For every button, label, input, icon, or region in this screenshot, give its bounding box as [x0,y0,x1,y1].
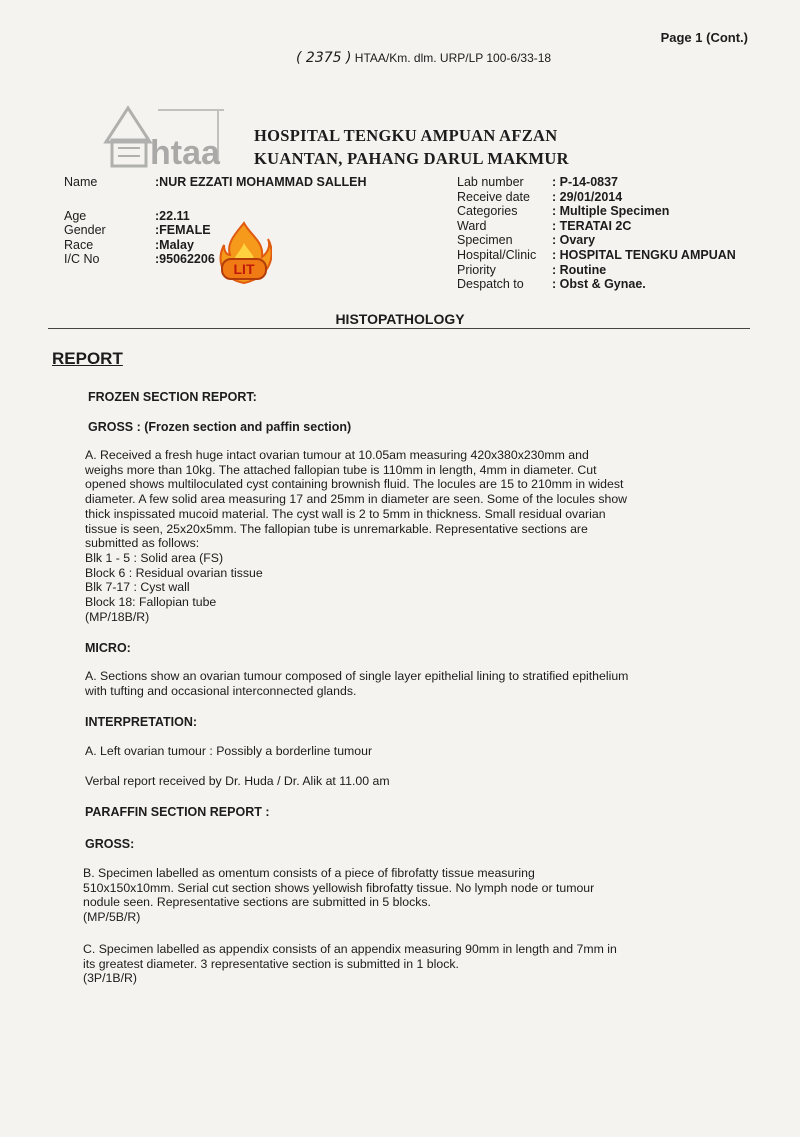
ward-row [457,219,736,234]
patient-race-value: :Malay [155,237,194,252]
specimen-c-line: C. Specimen labelled as appendix consists of an appendix measuring 90mm in length and 7mm in [83,942,617,956]
block-code: (MP/18B/R) [85,609,150,624]
block-line: Block 6 : Residual ovarian tissue [85,565,263,580]
receive-date-label: Receive date [457,189,530,204]
priority-label: Priority [457,262,496,277]
hospital-clinic-row [457,248,736,263]
block-line: Block 18: Fallopian tube [85,595,217,610]
despatch-row [457,277,736,292]
paraffin-gross-heading: GROSS: [85,837,135,851]
frozen-gross-heading: GROSS : (Frozen section and paffin section) [88,420,352,434]
reference-number [296,50,551,66]
micro-heading: MICRO: [85,641,131,655]
gross-line: diameter. A few solid area measuring 17 and 25mm in diameter are seen. Some of the locules show [85,492,628,507]
report-heading: REPORT [52,349,123,368]
categories-label: Categories [457,204,518,219]
gross-line: submitted as follows: [85,536,200,551]
frozen-gross-text [85,448,627,624]
interpretation-heading: INTERPRETATION: [85,715,198,729]
specimen-row [457,233,736,248]
gross-line: A. Received a fresh huge intact ovarian tumour at 10.05am measuring 420x380x230mm and [85,448,589,462]
categories-value: : Multiple Specimen [552,204,670,219]
categories-row [457,204,736,219]
hospital-logo [98,102,228,168]
lab-number-label: Lab number [457,175,524,189]
micro-text [85,669,628,698]
block-line: Blk 7-17 : Cyst wall [85,580,190,595]
patient-name-label: Name [64,175,98,189]
interpretation-text: A. Left ovarian tumour : Possibly a borderline tumour [85,744,373,758]
specimen-c-line: its greatest diameter. 3 representative section is submitted in 1 block. [83,956,459,971]
specimen-b-line: B. Specimen labelled as omentum consists of a piece of fibrofatty tissue measuring [83,866,535,880]
patient-name-value: :NUR EZZATI MOHAMMAD SALLEH [155,175,367,189]
gross-line: weighs more than 10kg. The attached fallopian tube is 110mm in length, 4mm in diameter. Cut [85,462,597,477]
micro-line: A. Sections show an ovarian tumour composed of single layer epithelial lining to stratified epithelium [85,669,629,683]
specimen-b-code: (MP/5B/R) [83,910,141,925]
priority-value: : Routine [552,262,607,277]
page-number: Page 1 (Cont.) [660,30,748,45]
patient-gender-value: :FEMALE [155,223,211,238]
ward-value: : TERATAI 2C [552,218,632,233]
paraffin-section-heading: PARAFFIN SECTION REPORT : [85,805,270,819]
patient-age-value: :22.11 [155,208,190,223]
gross-line: opened shows multiloculated cyst containing brownish fluid. The locules are 15 to 210mm in widest [85,477,624,492]
specimen-c-text [83,942,617,986]
hospital-header [254,124,569,170]
ward-label: Ward [457,218,487,233]
hospital-name: HOSPITAL TENGKU AMPUAN AFZAN [254,126,558,145]
priority-row [457,263,736,278]
specimen-label: Specimen [457,233,513,248]
hospital-location: KUANTAN, PAHANG DARUL MAKMUR [254,149,569,168]
patient-race-label: Race [64,237,94,252]
header-divider [48,328,750,329]
despatch-label: Despatch to [457,277,524,292]
specimen-value: : Ovary [552,233,596,248]
lit-fire-sticker [216,221,272,285]
block-line: Blk 1 - 5 : Solid area (FS) [85,550,224,565]
document-title: HISTOPATHOLOGY [335,311,465,327]
specimen-b-line: nodule seen. Representative sections are submitted in 5 blocks. [83,895,431,910]
specimen-b-line: 510x150x10mm. Serial cut section shows yellowish fibrofatty tissue. No lymph node or tumour [83,880,595,895]
lab-number-value: : P-14-0837 [552,175,619,189]
reference-code: HTAA/Km. dlm. URP/LP 100-6/33-18 [354,51,552,65]
lab-number-row [457,175,736,190]
gross-line: tissue is seen, 25x20x5mm. The fallopian tube is unremarkable. Representative sections are [85,521,588,536]
verbal-report-note: Verbal report received by Dr. Huda / Dr. Alik at 11.00 am [85,774,390,788]
gross-line: thick inspissated mucoid material. The cyst wall is 2 to 5mm in thickness. Small residual ovarian [85,506,606,521]
micro-line: with tufting and occasional interconnected glands. [85,683,357,698]
logo-text: htaa [150,134,220,168]
patient-gender-label: Gender [64,223,106,238]
patient-ic-value: :95062206 [155,252,215,267]
handwritten-number: ( 2375 ) [296,50,352,66]
receive-date-value: : 29/01/2014 [552,189,623,204]
specimen-b-text [83,866,594,925]
patient-age-label: Age [64,208,87,223]
frozen-section-heading: FROZEN SECTION REPORT: [88,390,257,404]
receive-date-row [457,190,736,205]
patient-ic-label: I/C No [64,252,100,267]
specimen-c-code: (3P/1B/R) [83,971,137,986]
lit-sticker-text: LIT [233,261,255,277]
despatch-value: : Obst & Gynae. [552,277,646,292]
patient-name-row [64,175,367,190]
hospital-clinic-value: : HOSPITAL TENGKU AMPUAN [552,247,736,262]
lab-info [457,175,736,292]
hospital-clinic-label: Hospital/Clinic [457,247,537,262]
